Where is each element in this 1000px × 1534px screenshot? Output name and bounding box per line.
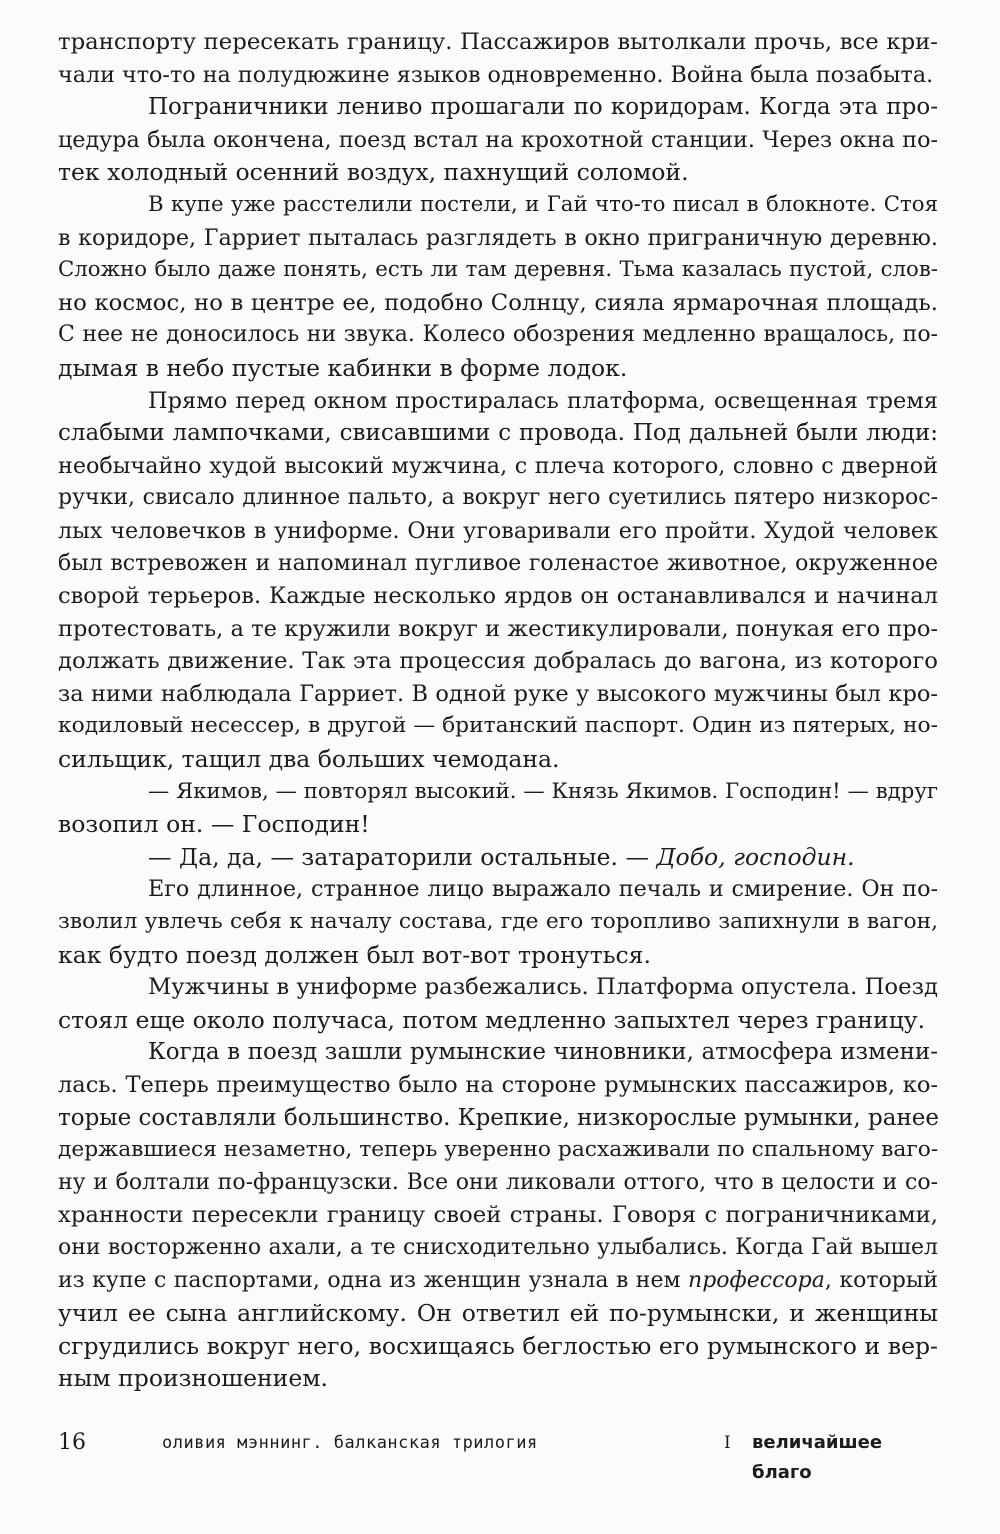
text-line: лых человечков в униформе. Они уговаривали его пройти. Худой человек [58,517,938,544]
page-footer [58,1428,942,1483]
text-line: Когда в поезд зашли румынские чиновники, атмосфера измени- [148,1039,938,1066]
text-line: ручки, свисало длинное пальто, а вокруг него суетились пятеро низкорос- [58,485,938,511]
text-line [58,1265,938,1298]
text-line: сворой терьеров. Каждые несколько ярдов он останавливался и начинал [58,583,938,610]
narrative-text: из купе с паспортами, одна из женщин узнала в нем [58,1267,689,1293]
text-line: чали что-то на полудюжине языков одновременно. Война была позабыта. [58,61,934,88]
dialogue-text: — Да, да, — затараторили остальные. — [148,842,657,871]
text-line: цедура была окончена, поезд встал на крохотной станции. Через окна по- [58,126,938,153]
text-line: учил ее сына английскому. Он ответил ей по-румынски, и женщины [58,1299,938,1328]
text-line: В купе уже расстелили постели, и Гай что-то писал в блокноте. Стоя [148,191,938,217]
text-line: стоял еще около получаса, потом медленно запыхтел через границу. [58,1005,926,1034]
part-title: величайшее благо [752,1432,883,1483]
text-line: слабыми лампочками, свисавшими с провода. Под дальней были люди: [58,420,938,447]
text-line: Мужчины в униформе разбежались. Платформа опустела. Поезд [148,974,938,1001]
narrative-text: , который [824,1267,938,1293]
text-line: возопил он. — Господин! [58,810,370,839]
text-line: Прямо перед окном простиралась платформа, освещенная тремя [148,387,938,414]
part-number: I [724,1433,731,1453]
text-line: Пограничники лениво прошагали по коридорам. Когда эта про- [148,94,938,121]
text-line: лась. Теперь преимущество было на стороне румынских пассажиров, ко- [58,1072,938,1098]
italic-word: профессора [688,1267,825,1293]
text-line: ным произношением. [58,1364,328,1393]
text-line: за ними наблюдала Гарриет. В одной руке у высокого мужчины был кро- [58,680,938,707]
body-text [58,26,938,1395]
text-line: как будто поезд должен был вот-вот тронуться. [58,940,651,969]
text-line: был встревожен и напоминал пугливое голенастое животное, окруженное [58,550,938,576]
text-line: — Якимов, — повторял высокий. — Князь Якимов. Господин! — вдруг [148,778,938,804]
text-line: они восторженно ахали, а те снисходительно улыбались. Когда Гай вышел [58,1234,938,1260]
text-line: сгрудились вокруг него, восхищаясь беглостью его румынского и вер- [58,1331,938,1360]
text-line: Его длинное, странное лицо выражало печаль и смирение. Он по- [148,876,938,903]
text-line: сильщик, тащил два больших чемодана. [58,745,560,774]
text-line: протестовать, а те кружили вокруг и жестикулировали, понукая его про- [58,615,938,642]
text-line: необычайно худой высокий мужчина, с плеча которого, словно с дверной [58,452,938,479]
text-line: дымая в небо пустые кабинки в форме лодок. [58,353,628,382]
text-line: кодиловый несессер, в другой — британский паспорт. Один из пятерых, но- [58,713,938,739]
text-line: державшиеся незаметно, теперь уверенно расхаживали по спальному ваго- [58,1137,939,1163]
italic-phrase: Добо, господин. [656,842,855,871]
text-line: тек холодный осенний воздух, пахнущий соломой. [58,158,689,187]
running-head: оливия мэннинг. балканская трилогия [162,1433,538,1453]
page-number: 16 [58,1430,86,1455]
text-line: должать движение. Так эта процессия добралась до вагона, из которого [58,648,938,675]
text-line: торые составляли большинство. Крепкие, низкорослые румынки, ранее [58,1104,939,1131]
text-line: С нее не доносилось ни звука. Колесо обозрения медленно вращалось, по- [58,322,938,348]
text-line: зволил увлечь себя к началу состава, где его торопливо запихнули в вагон, [58,909,938,935]
text-line: транспорту пересекать границу. Пассажиров вытолкали прочь, все кри- [58,29,938,55]
text-line [58,841,938,874]
text-line: Сложно было даже понять, есть ли там деревня. Тьма казалась пустой, слов- [58,257,938,283]
text-line: ну и болтали по-французски. Все они ликовали оттого, что в целости и со- [58,1169,938,1195]
text-line: хранности пересекли границу своей страны. Говоря с пограничниками, [58,1202,938,1229]
text-line: в коридоре, Гарриет пыталась разглядеть в окно приграничную деревню. [58,224,938,251]
text-line: но космос, но в центре ее, подобно Солнцу, сияла ярмарочная площадь. [58,289,938,316]
